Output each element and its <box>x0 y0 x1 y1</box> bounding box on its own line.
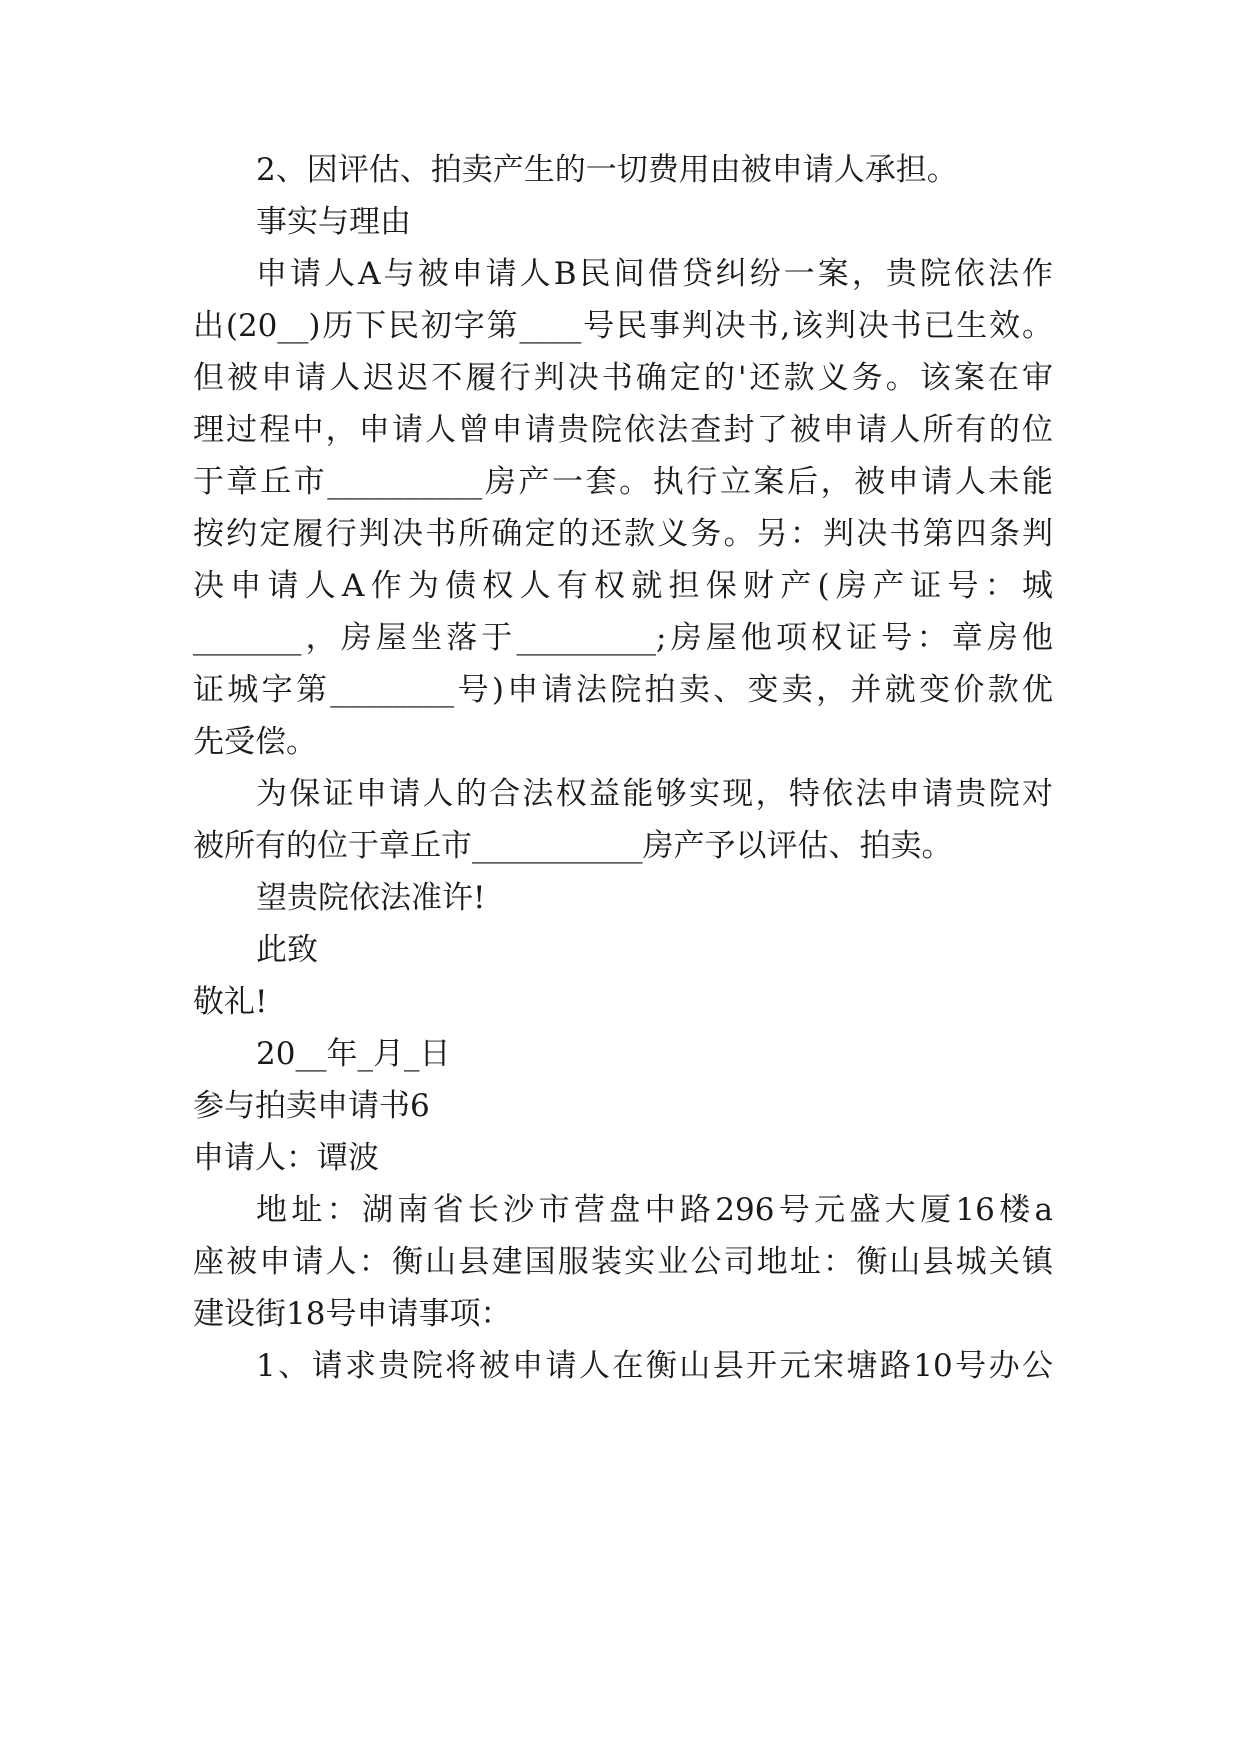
paragraph-line: 按约定履行判决书所确定的还款义务。另：判决书第四条判 <box>193 516 1053 552</box>
paragraph-line: 2、因评估、拍卖产生的一切费用由被申请人承担。 <box>256 152 958 188</box>
paragraph-line: 建设街18号申请事项： <box>193 1296 512 1332</box>
paragraph-line: 证城字第________号)申请法院拍卖、变卖，并就变价款优 <box>193 672 1053 708</box>
paragraph-line: 但被申请人迟迟不履行判决书确定的'还款义务。该案在审 <box>193 360 1053 396</box>
paragraph-line: 出(20__)历下民初字第____号民事判决书,该判决书已生效。 <box>193 308 1053 344</box>
address-line: 地址：湖南省长沙市营盘中路296号元盛大厦16楼a <box>256 1192 1053 1228</box>
paragraph-line: 申请人A与被申请人B民间借贷纠纷一案，贵院依法作 <box>256 256 1053 292</box>
paragraph-line: 望贵院依法准许! <box>256 880 486 916</box>
salutation-line: 此致 <box>256 932 318 968</box>
paragraph-line: 先受偿。 <box>193 724 317 760</box>
applicant-line: 申请人：谭波 <box>193 1140 379 1176</box>
paragraph-line: 于章丘市__________房产一套。执行立案后，被申请人未能 <box>193 464 1053 500</box>
date-line: 20__年_月_日 <box>256 1036 451 1072</box>
salutation-line: 敬礼! <box>193 984 268 1020</box>
paragraph-line: 1、请求贵院将被申请人在衡山县开元宋塘路10号办公 <box>256 1348 1053 1384</box>
paragraph-line: 理过程中，申请人曾申请贵院依法查封了被申请人所有的位 <box>193 412 1053 448</box>
paragraph-line: 被所有的位于章丘市___________房产予以评估、拍卖。 <box>193 828 953 864</box>
paragraph-line: _______，房屋坐落于_________;房屋他项权证号：章房他 <box>193 620 1053 656</box>
paragraph-line: 座被申请人：衡山县建国服装实业公司地址：衡山县城关镇 <box>193 1244 1053 1280</box>
paragraph-line: 决申请人A作为债权人有权就担保财产(房产证号：城 <box>193 568 1053 604</box>
paragraph-line: 为保证申请人的合法权益能够实现，特依法申请贵院对 <box>256 776 1053 812</box>
section-heading: 事实与理由 <box>256 204 411 240</box>
document-title: 参与拍卖申请书6 <box>193 1088 430 1124</box>
